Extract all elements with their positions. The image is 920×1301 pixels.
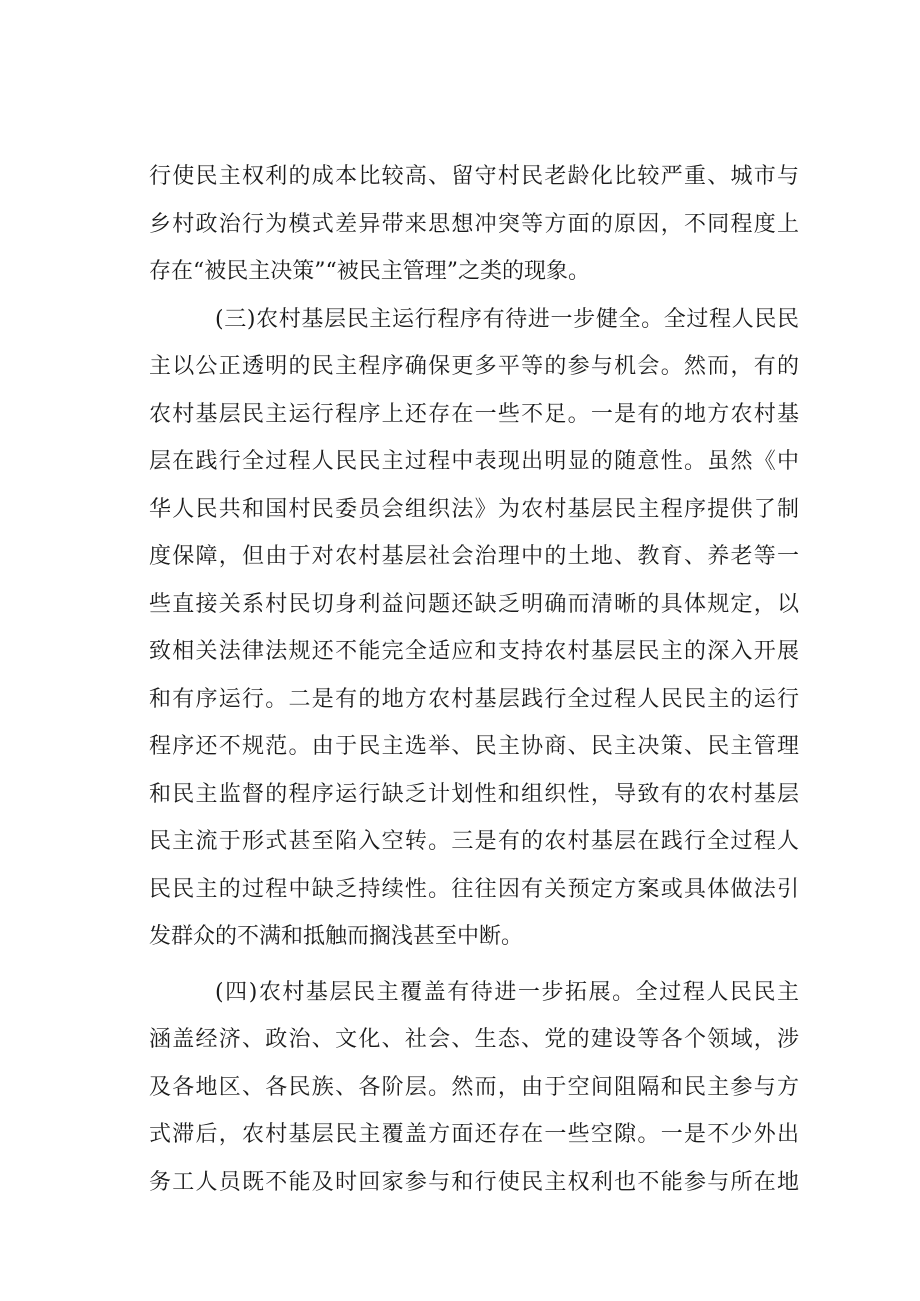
text-line: 民主流于形式甚至陷入空转。三是有的农村基层在践行全过程人: [149, 829, 799, 854]
text-line: 涵盖经济、政治、文化、社会、生态、党的建设等各个领域，涉: [149, 1027, 799, 1052]
text-line: 乡村政治行为模式差异带来思想冲突等方面的原因，不同程度上: [149, 211, 799, 237]
text-line: 些直接关系村民切身利益问题还缺乏明确而清晰的具体规定，以: [149, 591, 799, 617]
text-line: 主以公正透明的民主程序确保更多平等的参与机会。然而，有的: [149, 354, 799, 379]
section-heading-line: (四)农村基层民主覆盖有待进一步拓展。全过程人民民主: [215, 979, 799, 1005]
text-line: 民民主的过程中缺乏持续性。往往因有关预定方案或具体做法引: [149, 876, 799, 902]
text-line: 度保障，但由于对农村基层社会治理中的土地、教育、养老等一: [149, 544, 799, 569]
paragraph-section-4: [149, 969, 799, 1207]
text-line: 及各地区、各民族、各阶层。然而，由于空间阻隔和民主参与方: [149, 1074, 799, 1100]
document-body: [149, 153, 799, 1206]
text-line: 华人民共和国村民委员会组织法》为农村基层民主程序提供了制: [149, 496, 799, 522]
text-line: 和民主监督的程序运行缺乏计划性和组织性，导致有的农村基层: [149, 781, 799, 807]
paragraph-section-3: [149, 296, 799, 961]
text-line: 务工人员既不能及时回家参与和行使民主权利也不能参与所在地: [149, 1169, 799, 1195]
text-line: 发群众的不满和抵触而搁浅甚至中断。: [149, 924, 524, 949]
paragraph-spacer: [149, 961, 799, 969]
text-line: 行使民主权利的成本比较高、留守村民老龄化比较严重、城市与: [149, 164, 799, 189]
paragraph-continued: [149, 153, 799, 296]
text-line: 和有序运行。二是有的地方农村基层践行全过程人民民主的运行: [149, 686, 799, 712]
text-line: 存在“被民主决策”“被民主管理”之类的现象。: [149, 259, 590, 284]
text-line: 层在践行全过程人民民主过程中表现出明显的随意性。虽然《中: [149, 449, 799, 474]
section-heading-line: (三)农村基层民主运行程序有待进一步健全。全过程人民民: [215, 306, 799, 332]
text-line: 式滞后，农村基层民主覆盖方面还存在一些空隙。一是不少外出: [149, 1122, 799, 1147]
text-line: 程序还不规范。由于民主选举、民主协商、民主决策、民主管理: [149, 734, 799, 759]
text-line: 农村基层民主运行程序上还存在一些不足。一是有的地方农村基: [149, 401, 799, 427]
text-line: 致相关法律法规还不能完全适应和支持农村基层民主的深入开展: [149, 639, 799, 664]
